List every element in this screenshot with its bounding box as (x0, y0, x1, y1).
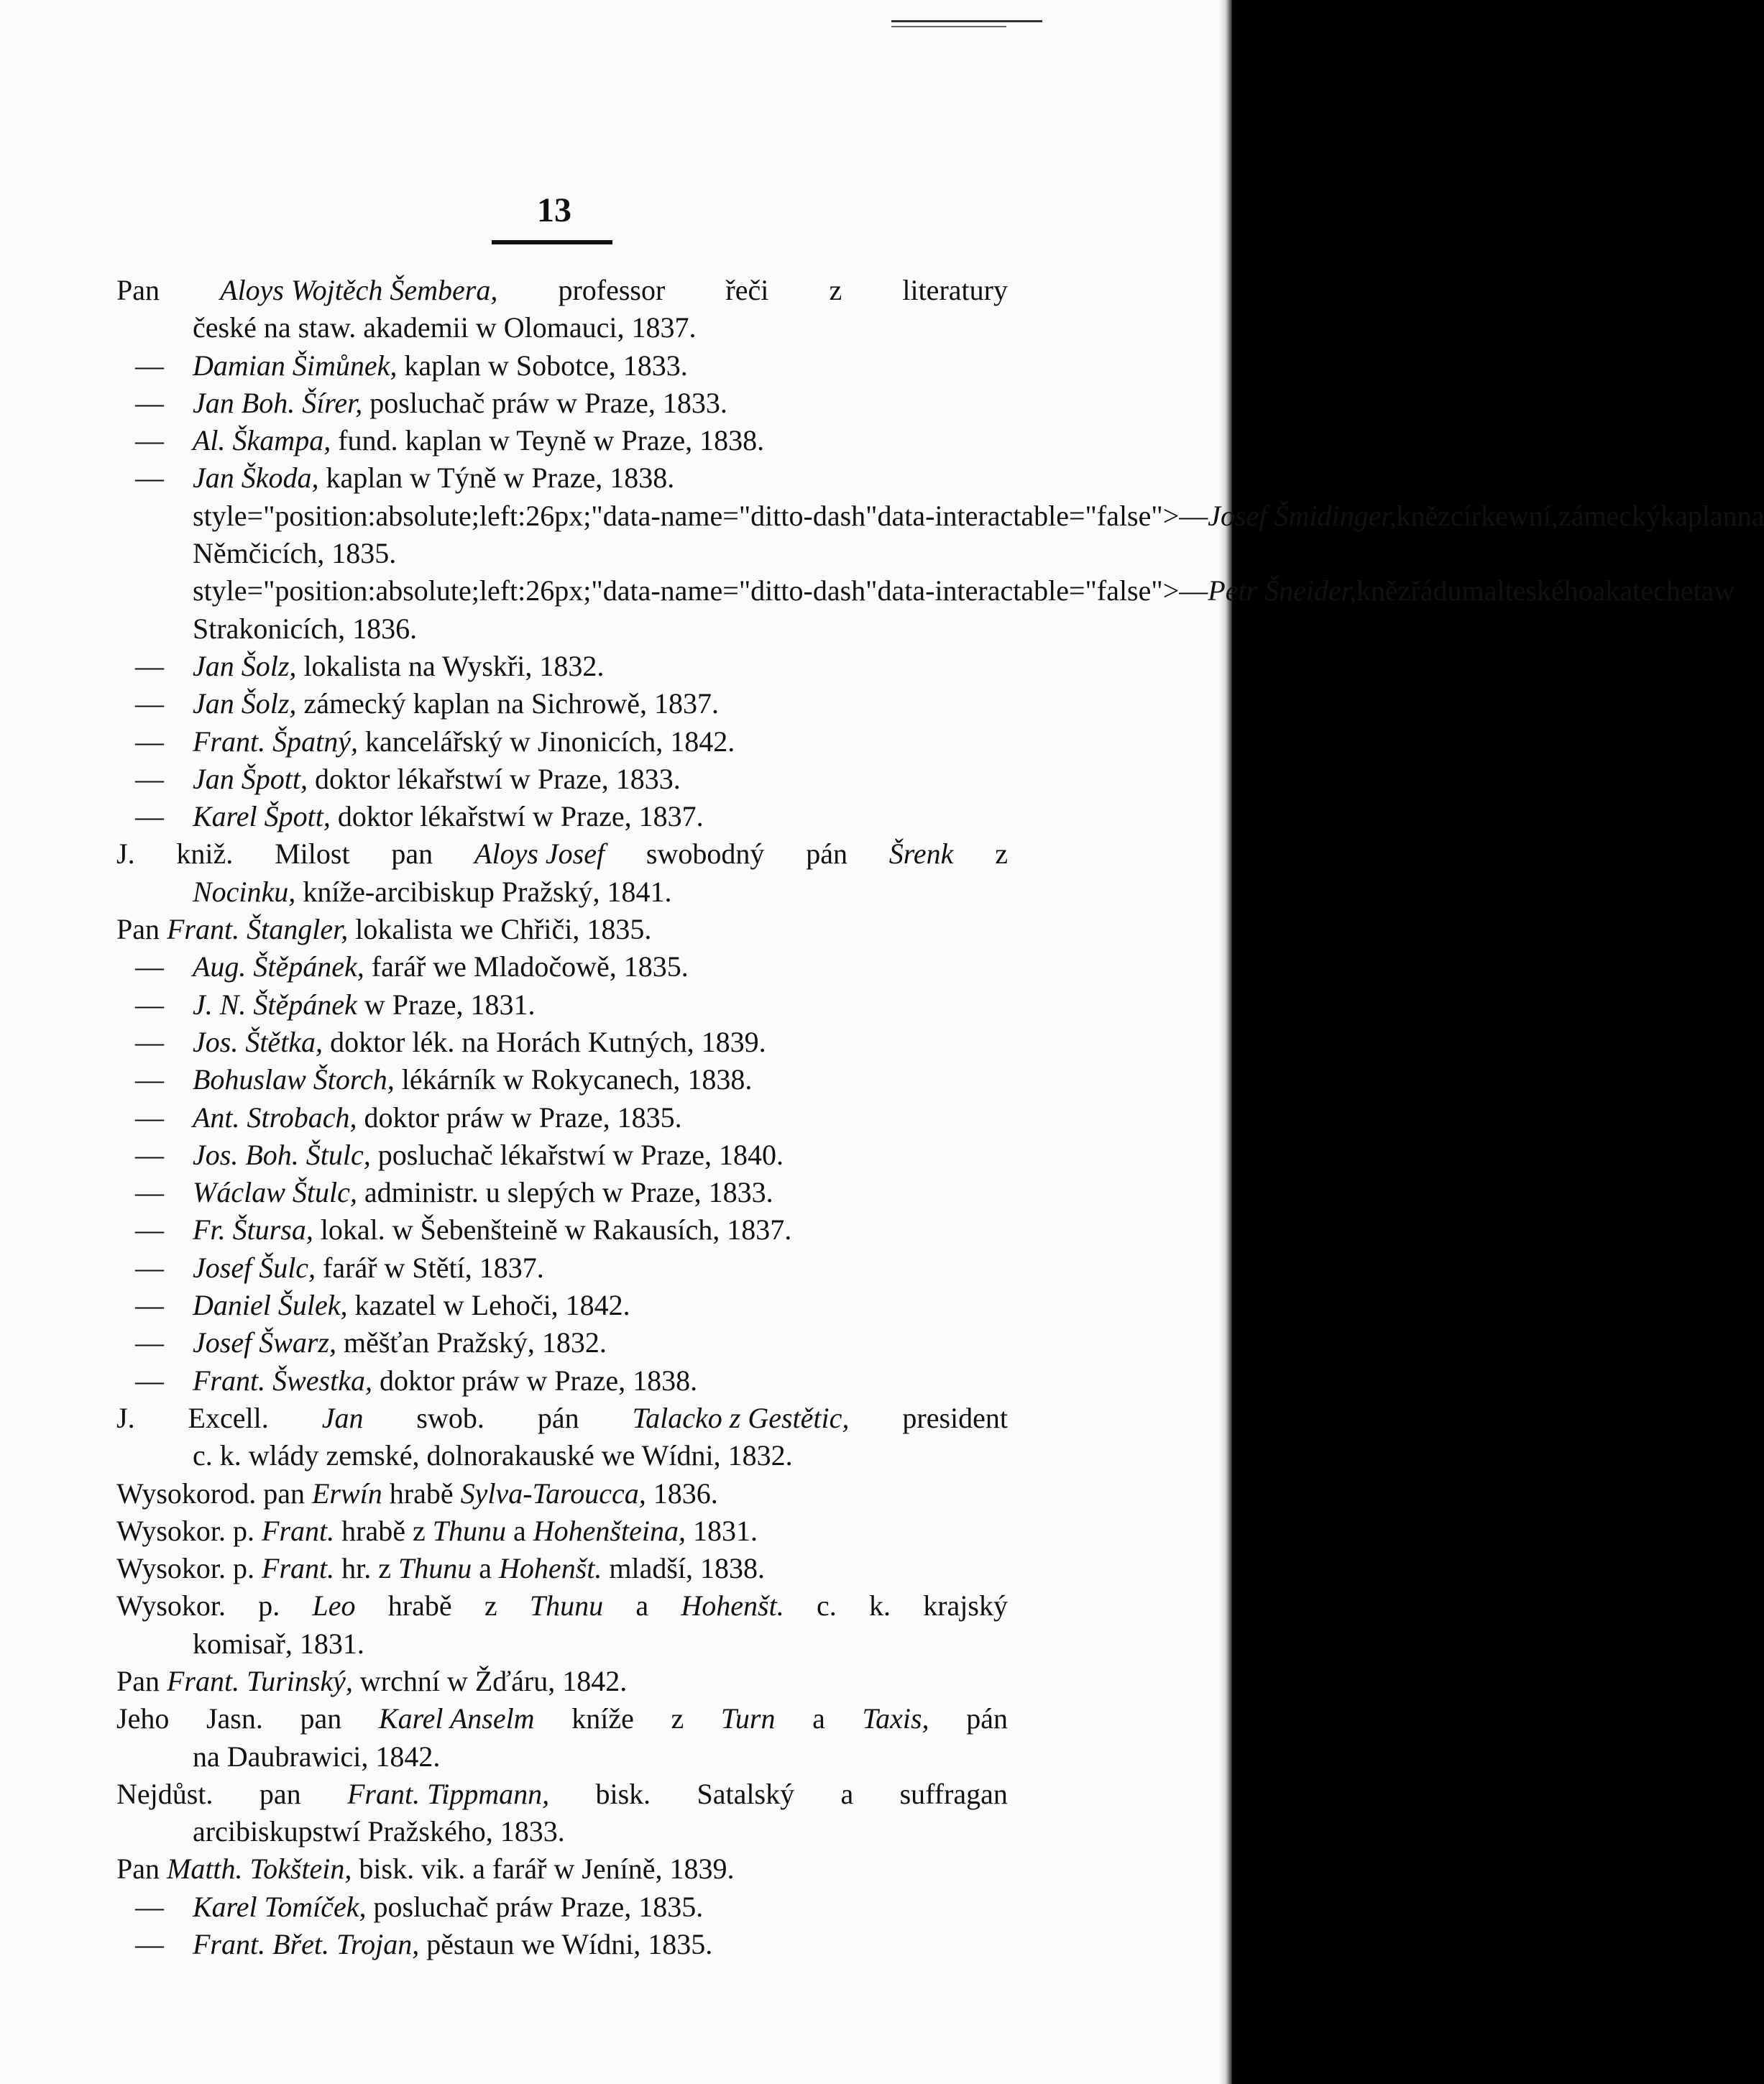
entry-line: Wysokorod. pan Erwín hrabě Sylva-Taroucca, 1836. (116, 1477, 718, 1510)
ditto-dash: — (135, 1928, 164, 1961)
entry-line: — Josef Šwarz, měšťan Pražský, 1832. (116, 1324, 1008, 1362)
register-entry (116, 723, 1008, 761)
ditto-dash: — (135, 950, 164, 983)
entry-line: c. k. wlády zemské, dolnorakauské we Wídni, 1832. (193, 1439, 793, 1472)
register-entry (116, 761, 1008, 798)
entry-line: Pan Matth. Tokštein, bisk. vik. a farář w Jeníně, 1839. (116, 1853, 735, 1886)
ditto-dash: — (135, 1101, 164, 1134)
ditto-dash: — (135, 1063, 164, 1096)
register-entry (116, 1512, 1008, 1550)
entry-line: Jeho Jasn. pan Karel Anselm kníže z Turn a Taxis, pán (116, 1702, 1008, 1735)
entry-line: — Al. Škampa, fund. kaplan w Teyně w Praze, 1838. (116, 422, 1008, 459)
entry-line: arcibiskupstwí Pražského, 1833. (193, 1815, 565, 1848)
entry-line: — Jos. Boh. Štulc, posluchač lékařstwí w Praze, 1840. (116, 1137, 1008, 1174)
ditto-dash: — (135, 1364, 164, 1397)
register-entry (116, 572, 1735, 648)
entry-line: — Ant. Strobach, doktor práw w Praze, 1835. (116, 1099, 1008, 1137)
register-entry (116, 948, 1008, 986)
entry-line: Pan Frant. Štangler, lokalista we Chřiči, 1835. (116, 913, 652, 946)
register-entry (116, 272, 1008, 347)
top-edge-mark (891, 20, 1042, 22)
register-entry (116, 459, 1008, 497)
register-entry (116, 1099, 1008, 1137)
register-entry (116, 1324, 1008, 1362)
page-number: 13 (537, 191, 571, 229)
register-entry (116, 1700, 1008, 1776)
entry-line: na Daubrawici, 1842. (193, 1740, 441, 1773)
register-entry (116, 385, 1008, 422)
register-entry (116, 1249, 1008, 1287)
register-entry (116, 1587, 1008, 1663)
entry-line: — Daniel Šulek, kazatel w Lehoči, 1842. (116, 1287, 1008, 1324)
entry-line: Wysokor. p. Frant. hrabě z Thunu a Hohenšteina, 1831. (116, 1514, 758, 1547)
entry-line: — Jan Šolz, zámecký kaplan na Sichrowě, 1837. (116, 685, 1008, 722)
entry-line: — Bohuslaw Štorch, lékárník w Rokycanech, 1838. (116, 1061, 1008, 1098)
ditto-dash: — (135, 649, 164, 682)
ditto-dash: — (135, 800, 164, 833)
entry-line: — Aug. Štěpánek, farář we Mladočowě, 1835. (116, 948, 1008, 986)
register-entry (116, 835, 1008, 911)
entry-line: — Jan Špott, doktor lékařstwí w Praze, 1833. (116, 761, 1008, 798)
entry-line: Pan Aloys Wojtěch Šembera, professor řeči z literatury (116, 274, 1008, 306)
register-entry (116, 1061, 1008, 1098)
register-entry (116, 986, 1008, 1024)
entry-line: — Frant. Špatný, kancelářský w Jinonicích, 1842. (116, 723, 1008, 761)
register-entry (116, 1475, 1008, 1512)
entry-line: Wysokor. p. Leo hrabě z Thunu a Hohenšt. c. k. krajský (116, 1589, 1008, 1622)
page-edge-shadow (1219, 0, 1232, 2084)
entry-line: J. Excell. Jan swob. pán Talacko z Gestětic, president (116, 1401, 1008, 1434)
entry-line: — Wáclaw Štulc, administr. u slepých w Praze, 1833. (116, 1174, 1008, 1211)
ditto-dash: — (135, 462, 164, 495)
register-entry (116, 1174, 1008, 1211)
register-entry (116, 1287, 1008, 1324)
ditto-dash: — (135, 424, 164, 457)
ditto-dash: — (135, 386, 164, 419)
register-entry (116, 911, 1008, 948)
ditto-dash: — (135, 725, 164, 758)
register-entry (116, 1888, 1008, 1926)
register-entry (116, 1137, 1008, 1174)
register-entry (116, 497, 1764, 573)
ditto-dash: — (135, 1138, 164, 1171)
register-entry (116, 347, 1008, 385)
entry-line: style="position:absolute;left:26px;"data-name="ditto-dash"data-interactable="false">—Josef Šmidinger, kněz církewní, zámecký kaplan na (193, 499, 1764, 532)
register-entry (116, 1663, 1008, 1700)
entry-line: — Frant. Břet. Trojan, pěstaun we Wídni, 1835. (116, 1926, 1008, 1963)
entry-line: české na staw. akademii w Olomauci, 1837. (193, 311, 697, 344)
entry-line: — J. N. Štěpánek w Praze, 1831. (116, 986, 1008, 1024)
register-entry (116, 1024, 1008, 1061)
entry-line: — Jan Škoda, kaplan w Týně w Praze, 1838. (116, 459, 1008, 497)
entry-line: — Josef Šulc, farář w Stětí, 1837. (116, 1249, 1008, 1287)
entry-line: — Fr. Štursa, lokal. w Šebenšteině w Rakausích, 1837. (116, 1211, 1008, 1249)
register-entry (116, 1400, 1008, 1475)
entry-line: Wysokor. p. Frant. hr. z Thunu a Hohenšt. mladší, 1838. (116, 1552, 766, 1585)
register-entry (116, 1776, 1008, 1851)
ditto-dash: — (135, 1176, 164, 1209)
entry-line: — Damian Šimůnek, kaplan w Sobotce, 1833. (116, 347, 1008, 385)
ditto-dash: — (135, 1213, 164, 1247)
ditto-dash: — (135, 1326, 164, 1359)
register-entry (116, 1850, 1008, 1888)
entry-line: — Jos. Štětka, doktor lék. na Horách Kutných, 1839. (116, 1024, 1008, 1061)
register-entry (116, 1926, 1008, 1963)
ditto-dash: — (135, 1890, 164, 1923)
ditto-dash: — (135, 1289, 164, 1322)
entry-line: J. kniž. Milost pan Aloys Josef swobodný pán Šrenk z (116, 837, 1008, 871)
ditto-dash: — (135, 349, 164, 382)
register-list (116, 272, 1764, 1963)
entry-line: Nejdůst. pan Frant. Tippmann, bisk. Satalský a suffragan (116, 1777, 1008, 1810)
entry-line: — Jan Šolz, lokalista na Wyskři, 1832. (116, 648, 1008, 685)
page-number-rule (492, 240, 612, 244)
entry-line: — Karel Špott, doktor lékařstwí w Praze, 1837. (116, 798, 1008, 835)
register-entry (116, 648, 1008, 685)
entry-line: Nocinku, kníže-arcibiskup Pražský, 1841. (193, 875, 672, 908)
entry-line: — Frant. Šwestka, doktor práw w Praze, 1838. (116, 1362, 1008, 1400)
register-entry (116, 1550, 1008, 1587)
register-entry (116, 798, 1008, 835)
register-entry (116, 422, 1008, 459)
ditto-dash: — (135, 1251, 164, 1284)
entry-line: Strakonicích, 1836. (193, 612, 418, 645)
entry-line: — Karel Tomíček, posluchač práw Praze, 1835. (116, 1888, 1008, 1926)
entry-line: — Jan Boh. Šírer, posluchač práw w Praze, 1833. (116, 385, 1008, 422)
entry-line: Pan Frant. Turinský, wrchní w Žďáru, 1842. (116, 1664, 628, 1697)
register-entry (116, 1362, 1008, 1400)
ditto-dash: — (135, 762, 164, 795)
ditto-dash: — (135, 988, 164, 1021)
entry-line: komisař, 1831. (193, 1627, 364, 1660)
entry-line: style="position:absolute;left:26px;"data-name="ditto-dash"data-interactable="false">—Petr Šneider, kněz řádu malteského a katecheta w (193, 574, 1735, 607)
ditto-dash: — (135, 1025, 164, 1058)
top-edge-mark-2 (891, 26, 1006, 27)
register-entry (116, 685, 1008, 722)
entry-line: Němčicích, 1835. (193, 537, 397, 570)
register-entry (116, 1211, 1008, 1249)
ditto-dash: — (135, 687, 164, 720)
